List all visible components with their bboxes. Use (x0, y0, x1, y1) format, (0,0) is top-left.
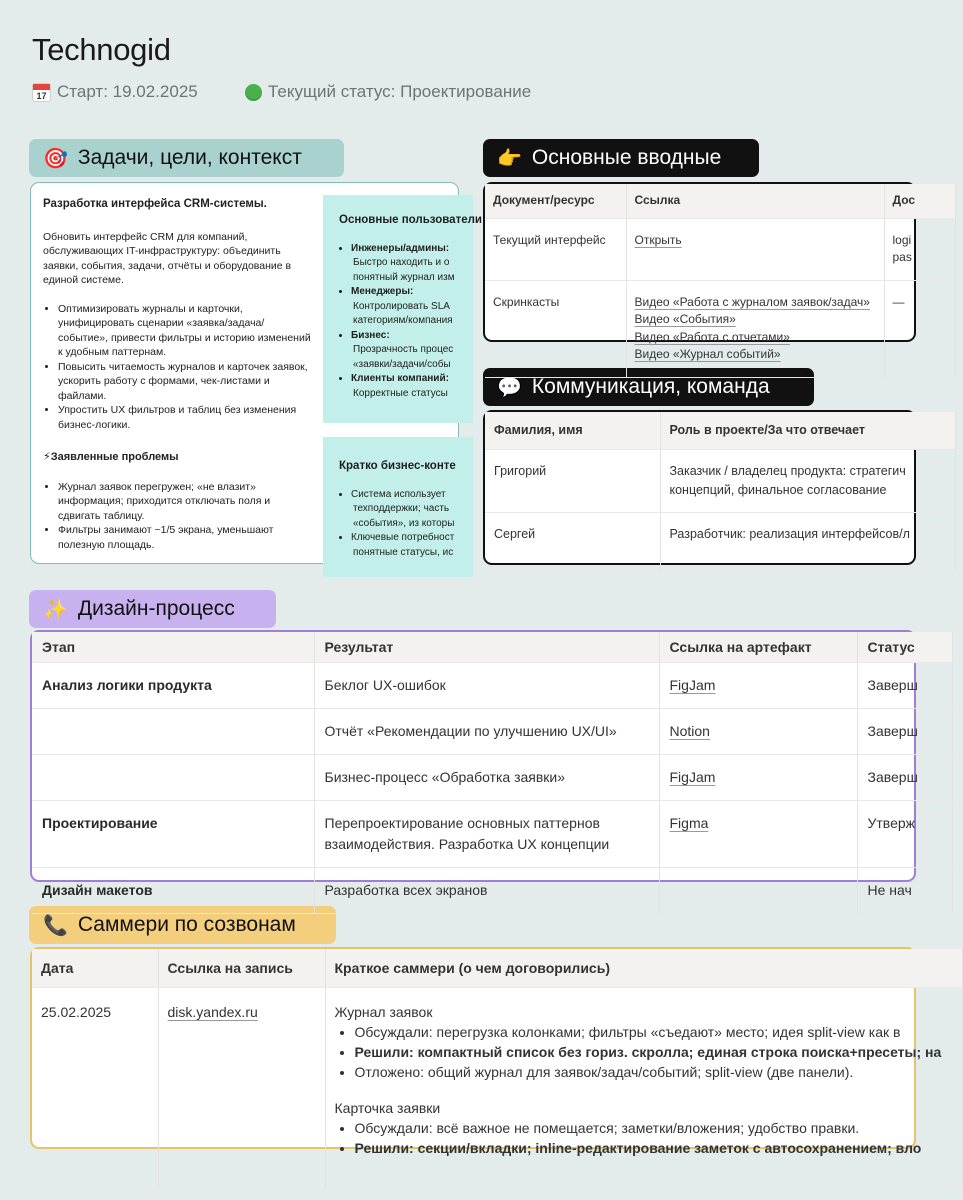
access-cell: logi pas (884, 218, 955, 280)
design-process-panel[interactable] (30, 630, 918, 898)
stage-cell (32, 755, 314, 801)
result-cell: Перепроектирование основных паттернов взаимодействия. Разработка UX концепции (314, 801, 659, 868)
stage-cell: Дизайн макетов (32, 868, 314, 914)
section-tag-tasks[interactable] (29, 139, 344, 177)
status-cell: Не нач (857, 868, 952, 914)
artifact-link[interactable]: Figma (669, 815, 709, 831)
column-header: Дата (32, 949, 158, 988)
phone-icon: 📞 (43, 914, 68, 937)
list-item: • Система использует техподдержки; часть «события», из которы (351, 488, 473, 532)
project-status (245, 82, 531, 102)
video-link[interactable]: Видео «События» (634, 312, 736, 326)
column-header: Ссылка на запись (158, 949, 325, 988)
column-header: Краткое саммери (о чем договорились) (325, 949, 962, 988)
table-row (32, 755, 952, 801)
summary-group-title: Журнал заявок (334, 1004, 433, 1020)
list-item: • Обсуждали: перегрузка колонками; фильтры «съедают» место; идея split-view как в (355, 1022, 953, 1042)
status-dot-icon (245, 84, 262, 101)
sparkles-icon: ✨ (43, 598, 68, 621)
list-item: • Решили: секции/вкладки; inline-редактирование заметок с автосохранением; вло (355, 1138, 953, 1158)
section-tasks-label: Задачи, цели, контекст (77, 146, 302, 169)
goals-list (58, 302, 313, 433)
list-item: • Журнал заявок перегружен; «не влазит» информация; приходится отключать поля и сдвигать таблицу. (58, 480, 313, 524)
table-header-row (485, 184, 955, 218)
artifact-link[interactable]: Notion (669, 723, 710, 739)
speech-bubble-icon: 💬 (497, 376, 522, 399)
context-box-title: Кратко бизнес-конте (339, 460, 456, 472)
list-item: • Отложено: общий журнал для заявок/задач/событий; split-view (две панели). (355, 1062, 953, 1082)
users-box (323, 195, 482, 423)
tasks-heading: Разработка интерфейса CRM-системы. (43, 198, 267, 210)
column-header: Статус (857, 632, 952, 663)
status-cell: Заверш (857, 663, 952, 709)
list-item: • Оптимизировать журналы и карточки, унифицировать сценарии «заявка/задача/событие», привести фильтры и историю изменений к удобным паттернам. (58, 302, 313, 360)
status-cell: Заверш (857, 755, 952, 801)
doc-cell: Скринкасты (485, 280, 626, 377)
design-process-table (32, 632, 953, 914)
table-header-row (32, 949, 962, 988)
artifact-link[interactable]: FigJam (669, 677, 716, 693)
column-header: Фамилия, имя (485, 412, 660, 449)
column-header: Результат (314, 632, 659, 663)
target-icon: 🎯 (43, 147, 68, 170)
column-header: Этап (32, 632, 314, 663)
stage-cell: Проектирование (32, 801, 314, 868)
video-link[interactable]: Видео «Работа с отчетами» (634, 329, 790, 344)
pointing-hand-icon: 👉 (497, 147, 522, 170)
table-row (485, 449, 955, 512)
tasks-description (43, 197, 313, 570)
table-header-row (485, 412, 955, 449)
status-label: Текущий статус: Проектирование (268, 82, 532, 101)
status-cell: Заверш (857, 709, 952, 755)
tasks-panel[interactable] (30, 182, 482, 564)
result-cell: Отчёт «Рекомендации по улучшению UX/UI» (314, 709, 659, 755)
list-item: • Инженеры/админы: Быстро находить и о понятный журнал изм (351, 242, 473, 286)
column-header: Роль в проекте/За что отвечает (660, 412, 955, 449)
list-item: • Клиенты компаний: Корректные статусы (351, 372, 473, 401)
inputs-table (485, 184, 956, 378)
tasks-intro: Обновить интерфейс CRM для компаний, обслуживающих IT-инфраструктуру: объединить заявки, события, задачи, отчёты и оборудование в единой системе. (43, 230, 292, 286)
doc-cell: Текущий интерфейс (485, 218, 626, 280)
table-header-row (32, 632, 952, 663)
table-row (32, 868, 952, 914)
summary-group-title: Карточка заявки (334, 1100, 441, 1116)
date-cell: 25.02.2025 (32, 988, 158, 1189)
status-cell: Утверж (857, 801, 952, 868)
section-team-label: Коммуникация, команда (531, 375, 770, 398)
section-inputs-label: Основные вводные (531, 146, 722, 169)
inputs-table-panel[interactable] (483, 182, 916, 361)
table-row (32, 663, 952, 709)
list-item: • Ключевые потребност понятные статусы, ис (351, 531, 473, 560)
page-title: Technogid (32, 32, 171, 67)
list-item: • Фильтры занимают ~1/5 экрана, уменьшают полезную площадь. (58, 523, 313, 552)
table-row (485, 512, 955, 570)
recording-link[interactable]: disk.yandex.ru (167, 1004, 258, 1020)
result-cell: Разработка всех экранов (314, 868, 659, 914)
list-item: • Менеджеры: Контролировать SLA категориям/компания (351, 285, 473, 329)
list-item: • Повысить читаемость журналов и карточек заявок, ускорить работу с формами, чек-листами и файлами. (58, 360, 313, 404)
team-table-panel[interactable] (483, 410, 916, 565)
calendar-icon: 17 (32, 83, 51, 102)
team-table (485, 412, 956, 571)
artifact-link[interactable]: FigJam (669, 769, 716, 785)
users-box-title: Основные пользователи (339, 214, 482, 226)
calls-table (32, 949, 963, 1189)
problems-list (58, 480, 313, 553)
name-cell: Сергей (485, 512, 660, 570)
table-row (485, 280, 955, 377)
role-cell: Разработчик: реализация интерфейсов/л (660, 512, 955, 570)
name-cell: Григорий (485, 449, 660, 512)
summary-cell (325, 988, 962, 1189)
column-header: Дос (884, 184, 955, 218)
table-row (485, 218, 955, 280)
start-date-label: Старт: 19.02.2025 (57, 82, 198, 101)
section-calls-label: Саммери по созвонам (77, 913, 296, 936)
start-date (32, 82, 198, 102)
section-tag-inputs[interactable] (483, 139, 759, 177)
table-row (32, 988, 962, 1189)
list-item: • Решили: компактный список без гориз. скролла; единая строка поиска+пресеты; на (355, 1042, 953, 1062)
column-header: Ссылка на артефакт (659, 632, 857, 663)
video-link[interactable]: Видео «Работа с журналом заявок/задач» (634, 294, 870, 309)
section-tag-design[interactable] (29, 590, 276, 628)
video-link[interactable]: Видео «Журнал событий» (634, 347, 781, 361)
table-row (32, 709, 952, 755)
stage-cell (32, 709, 314, 755)
stage-cell: Анализ логики продукта (32, 663, 314, 709)
role-cell: Заказчик / владелец продукта: стратегич концепций, финальное согласование (660, 449, 955, 512)
table-row (32, 801, 952, 868)
column-header: Документ/ресурс (485, 184, 626, 218)
result-cell: Бизнес-процесс «Обработка заявки» (314, 755, 659, 801)
section-design-label: Дизайн-процесс (77, 597, 235, 620)
access-cell: — (884, 280, 955, 377)
list-item: • Обсуждали: всё важное не помещается; заметки/вложения; удобство правки. (355, 1118, 953, 1138)
open-link[interactable]: Открыть (634, 232, 682, 247)
list-item: • Бизнес: Прозрачность процес «заявки/задачи/собы (351, 329, 473, 373)
list-item: • Упростить UX фильтров и таблиц без изменения бизнес-логики. (58, 403, 313, 432)
calls-summary-panel[interactable] (30, 947, 942, 1156)
business-context-box (323, 437, 473, 577)
problems-title: ⚡Заявленные проблемы (43, 451, 179, 463)
result-cell: Беклог UX-ошибок (314, 663, 659, 709)
column-header: Ссылка (626, 184, 884, 218)
